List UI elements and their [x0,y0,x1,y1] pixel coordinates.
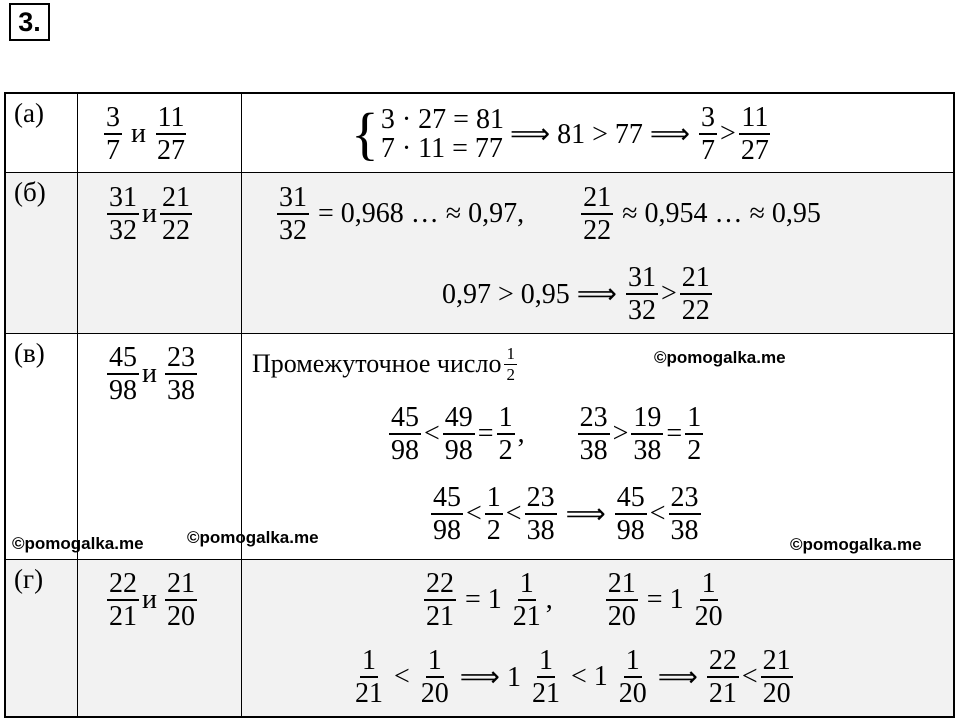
solution-line-2: $\frac{45}{98}$ < $\frac{1}{2}$ < $\frac{23}{38}$ ⟹ $\frac{45}{98}$ < $\frac{23}{38}$ [433,481,699,546]
row-label: (г) [14,564,44,594]
fraction-pair: $\frac{31}{32}$ и $\frac{21}{22}$ [109,181,190,246]
solution-line-2: 0,97 > 0,95 ⟹ $\frac{31}{32}$ > $\frac{21}{22}$ [442,261,710,326]
fraction-pair: $\frac{45}{98}$ и $\frac{23}{38}$ [109,341,195,406]
watermark: ©pomogalka.me [790,535,922,554]
comparison-table [4,92,955,718]
table-row-g [6,560,953,716]
solution: { 3 · 27 = 81 7 · 11 = 77 ⟹ 81 > 77 ⟹ $\frac{3}{7}$ > $\frac{11}{27}$ [351,101,769,166]
table-row-v [6,334,953,560]
row-label: (б) [14,177,46,207]
table-row-a [6,94,953,173]
table-row-b [6,173,953,334]
solution-line-1: $\frac{22}{21}$ = 1 $\frac{1}{21}$ , $\frac{21}{20}$ = 1 $\frac{1}{20}$ [426,567,723,632]
row-label: (в) [14,338,45,368]
fraction-pair: $\frac{22}{21}$ и $\frac{21}{20}$ [109,567,195,632]
watermark: ©pomogalka.me [187,528,319,547]
row-label: (а) [14,98,44,128]
watermark: ©pomogalka.me [654,348,786,367]
solution-line-1: $\frac{31}{32}$ = 0,968 … ≈ 0,97, $\frac{21}{22}$ ≈ 0,954 … ≈ 0,95 [279,181,821,246]
solution-line-1: $\frac{45}{98}$ < $\frac{49}{98}$ = $\frac{1}{2}$ , $\frac{23}{38}$ > $\frac{19}{38}$ = $\frac{1}{2}$ [391,401,702,466]
task-number: 3. [9,3,50,41]
intro-text: Промежуточное число $\frac{1}{2}$ [252,343,515,384]
solution-line-2: $\frac{1}{21}$ < $\frac{1}{20}$ ⟹ 1 $\frac{1}{21}$ < 1 $\frac{1}{20}$ ⟹ $\frac{22}{21}$ < $\frac{21}{20}$ [355,644,791,709]
watermark: ©pomogalka.me [12,534,144,553]
fraction-pair: $\frac{3}{7}$ и $\frac{11}{27}$ [106,101,185,166]
